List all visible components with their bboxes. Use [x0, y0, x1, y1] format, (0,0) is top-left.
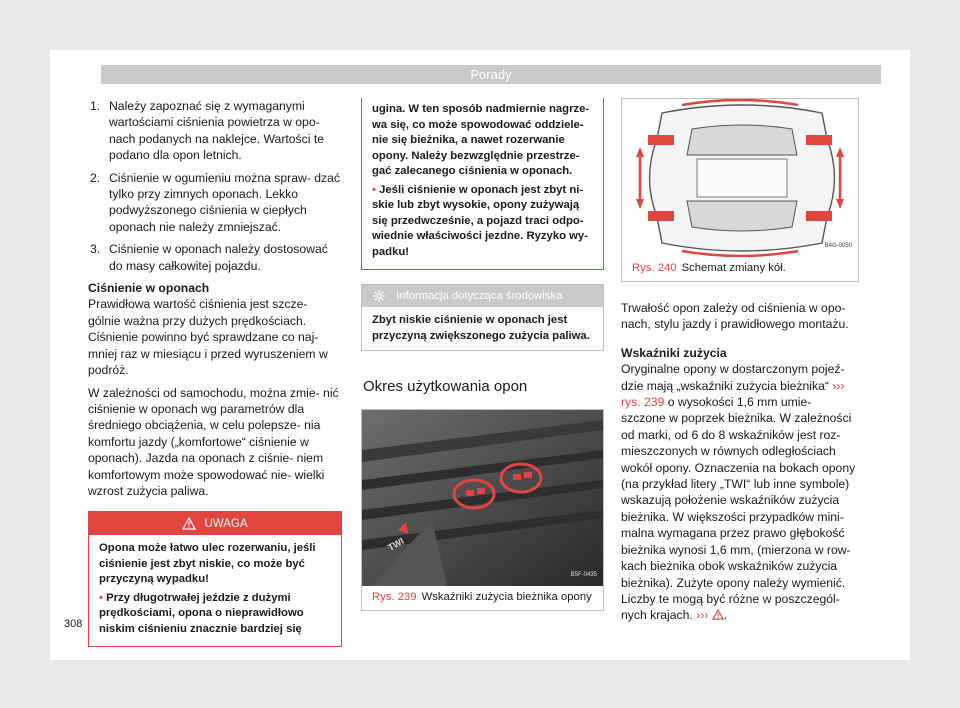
figure-caption: Rys. 240 Schemat zmiany kół. [632, 262, 786, 274]
warning-box-continued: ugina. W ten sposób nadmiernie nagrze- wa się, co może spowodować oddziele- nie się bieżnika, a nawet rozerwanie opony. Należy bezwzględnie przestrze- gać zalecanego ciśnienia w oponach. • Jeśli ciśnienie w oponach jest zbyt ni- skie lub zbyt wysokie, opony zużywają się przedwcześnie, a pojazd traci odpo- wiednie właściwości jezdne. Ryzyko wy- padku! [361, 98, 604, 270]
wheel-rotation-diagram [622, 99, 858, 257]
warning-box [88, 511, 342, 647]
warning-triangle-icon [182, 517, 196, 530]
figure-ref: Rys. 239 [372, 591, 417, 604]
arrow-ref: ››› [696, 608, 709, 623]
manual-page [50, 50, 910, 660]
warning-triangle-icon[interactable] [712, 609, 724, 620]
list-item: 1. Należy zapoznać się z wymaganymi wartościami ciśnienia powietrza w opo- nach podanych na naklejce. Wartości te podano dla opon letnich. [90, 99, 324, 163]
warning-title: UWAGA [204, 517, 248, 530]
list-item: 3. Ciśnienie w oponach należy dostosować do masy całkowitej pojazdu. [90, 242, 328, 273]
environment-info-box [361, 284, 604, 351]
column-3 [621, 98, 859, 630]
column-2 [361, 98, 604, 611]
column-1 [88, 98, 342, 647]
figure-code: B4G-0050 [824, 242, 852, 249]
environment-header [362, 285, 603, 307]
environment-body: Zbyt niskie ciśnienie w oponach jest przyczyną zwiększonego zużycia paliwa. [372, 314, 590, 342]
figure-ref: Rys. 240 [632, 262, 677, 274]
figure-code: B5F-0435 [570, 572, 597, 578]
warning-header [89, 512, 341, 535]
subheading-wear-indicators: Wskaźniki zużycia [621, 345, 727, 360]
paragraph: Oryginalne opony w dostarczonym pojeź- dzie mają „wskaźniki zużycia bieżnika“ ››› rys. 239 o wysokości 1,6 mm umie- szczone w poprzek bieżnika. W zależności od marki, od 6 do 8 wskaźników jest roz- mieszczonych w równych odległościach wokół opony. Oznaczenia na bokach opony (na przykład litery „TWI“ lub inne symbole) wskazują położenie wskaźników zużycia bieżnika. W większości przypadków mini- malna wymagana przez prawo głębokość bieżnika wynosi 1,6 mm, (mierzona w row- kach bieżnika obok wskaźników zużycia bieżnika). Zużyte opony należy wymienić. Liczby te mogą być różne w poszczegól- nych krajach. ››› . [621, 362, 856, 623]
tire-tread-illustration [362, 410, 603, 586]
page-number: 308 [64, 618, 83, 630]
list-item: 2. Ciśnienie w ogumieniu można spraw- dzać tylko przy zimnych oponach. Lekko podwyższonego ciśnienia w ciepłych oponach nie należy zmniejszać. [90, 170, 340, 234]
wheel-rotation-image [622, 99, 858, 257]
bullet: • [99, 591, 103, 604]
warning-body: Opona może łatwo ulec rozerwaniu, jeśli ciśnienie jest zbyt niskie, co może być przyczyną wypadku! • Przy długotrwałej jeździe z dużymi prędkościami, opona o nieprawidłowo niskim ciśnieniu znacznie bardziej się [99, 542, 316, 635]
figure-caption: Rys. 239 Wskaźniki zużycia bieżnika opony [372, 591, 592, 604]
environment-title: Informacja dotycząca środowiska [396, 289, 563, 302]
figure-240 [621, 98, 859, 282]
leaf-icon [372, 289, 386, 303]
paragraph: Prawidłowa wartość ciśnienia jest szcze- gólnie ważna przy dużych prędkościach. Ciśnienie powinno być sprawdzane co naj- mniej raz w miesiącu i przed wyruszeniem w podróż. [88, 297, 328, 378]
instruction-list [88, 98, 342, 274]
twi-label: TWI [386, 536, 406, 554]
subheading-tire-pressure: Ciśnienie w oponach [88, 281, 210, 296]
paragraph: W zależności od samochodu, można zmie- nić ciśnienie w oponach wg parametrów dla średniego obciążenia, w celu polepsze- nia komfortu jazdy („komfortowe“ ciśnienie w oponach). Jazda na oponach z ciśnie- niem komfortowym może spowodować nie- wielki wzrost zużycia paliwa. [88, 385, 339, 498]
figure-link[interactable]: rys. 239 [621, 395, 665, 410]
arrow-ref: ››› [832, 378, 845, 393]
figure-239 [361, 409, 604, 611]
tread-wear-image [362, 410, 603, 586]
page-header: Porady [101, 65, 881, 84]
bullet: • [372, 183, 376, 196]
section-title: Okres użytkowania opon [363, 378, 528, 395]
paragraph: Trwałość opon zależy od ciśnienia w opo- nach, stylu jazdy i prawidłowego montażu. [621, 301, 849, 332]
